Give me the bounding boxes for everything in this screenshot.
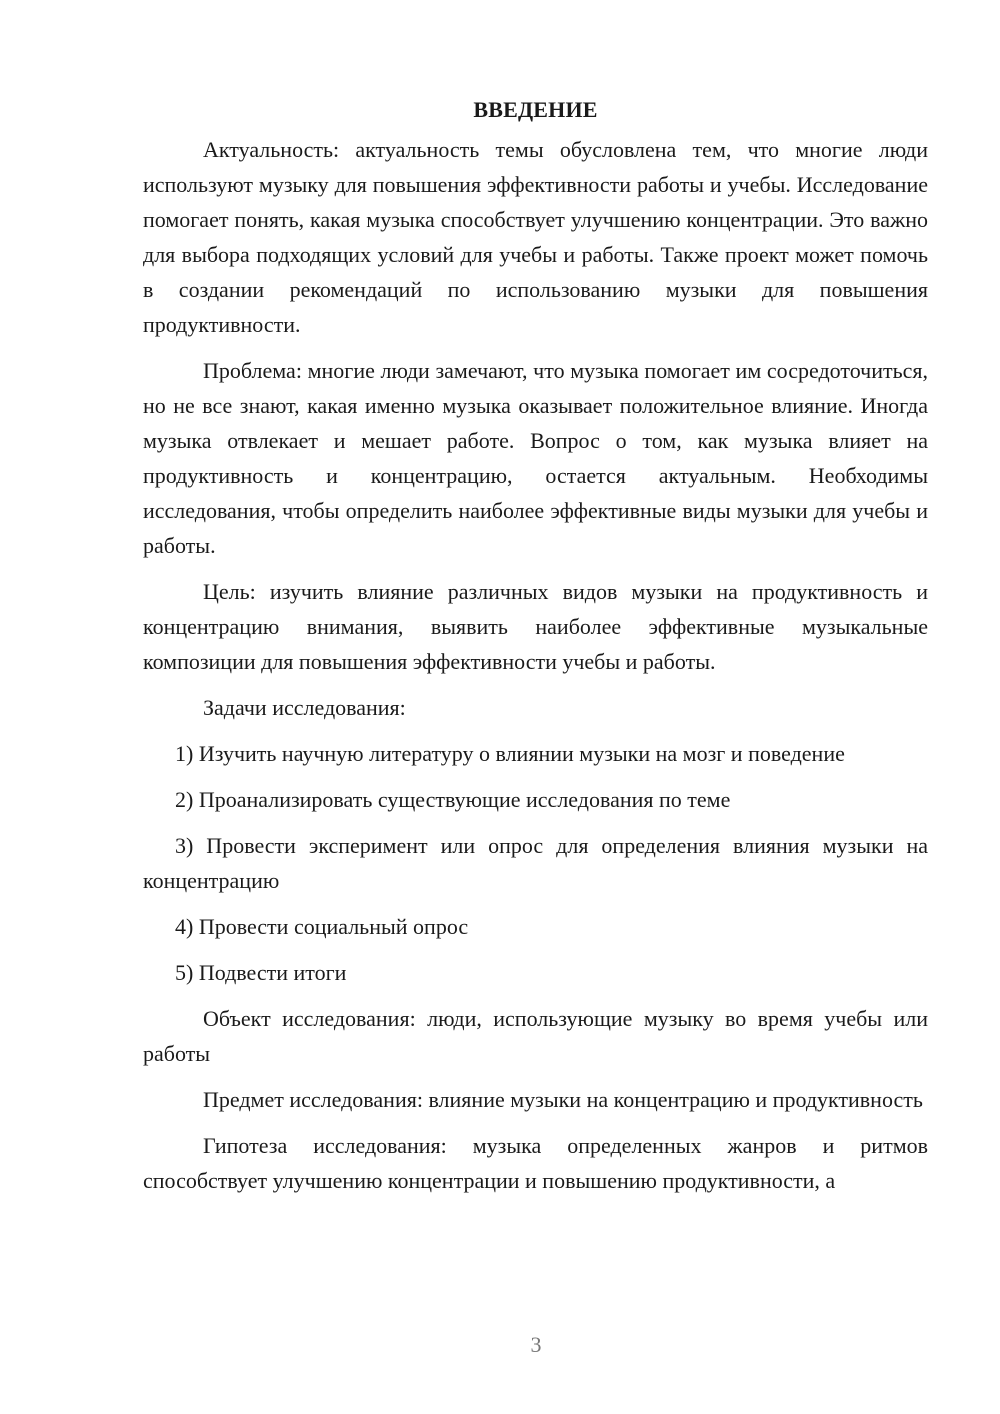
page-title: ВВЕДЕНИЕ xyxy=(473,97,598,122)
paragraph-object: Объект исследования: люди, использующие музыку во время учебы или работы xyxy=(143,1006,928,1066)
task-item-1: 1) Изучить научную литературу о влиянии музыки на мозг и поведение xyxy=(175,741,845,766)
task-item-5: 5) Подвести итоги xyxy=(175,960,347,985)
task-item-2: 2) Проанализировать существующие исследования по теме xyxy=(175,787,731,812)
task-item-3: 3) Провести эксперимент или опрос для определения влияния музыки на концентрацию xyxy=(143,833,928,893)
paragraph-hypothesis: Гипотеза исследования: музыка определенных жанров и ритмов способствует улучшению концентрации и повышению продуктивности, а xyxy=(143,1133,928,1193)
tasks-heading: Задачи исследования: xyxy=(203,695,406,720)
page-number: 3 xyxy=(530,1332,542,1357)
task-item-4: 4) Провести социальный опрос xyxy=(175,914,469,939)
paragraph-goal: Цель: изучить влияние различных видов музыки на продуктивность и концентрацию внимания, выявить наиболее эффективные музыкальные композиции для повышения эффективности учебы и работы. xyxy=(143,579,928,674)
paragraph-relevance: Актуальность: актуальность темы обусловлена тем, что многие люди используют музыку для повышения эффективности работы и учебы. Исследование помогает понять, какая музыка способствует улучшению концентрации. Это важно для выбора подходящих условий для учебы и работы. Также проект может помочь в создании рекомендаций по использованию музыки для повышения продуктивности. xyxy=(143,137,928,337)
paragraph-problem: Проблема: многие люди замечают, что музыка помогает им сосредоточиться, но не все знают, какая именно музыка оказывает положительное влияние. Иногда музыка отвлекает и мешает работе. Вопрос о том, как музыка влияет на продуктивность и концентрацию, остается актуальным. Необходимы исследования, чтобы определить наиболее эффективные виды музыки для учебы и работы. xyxy=(143,358,928,558)
paragraph-subject: Предмет исследования: влияние музыки на концентрацию и продуктивность xyxy=(203,1087,923,1112)
document-body xyxy=(143,92,928,1209)
